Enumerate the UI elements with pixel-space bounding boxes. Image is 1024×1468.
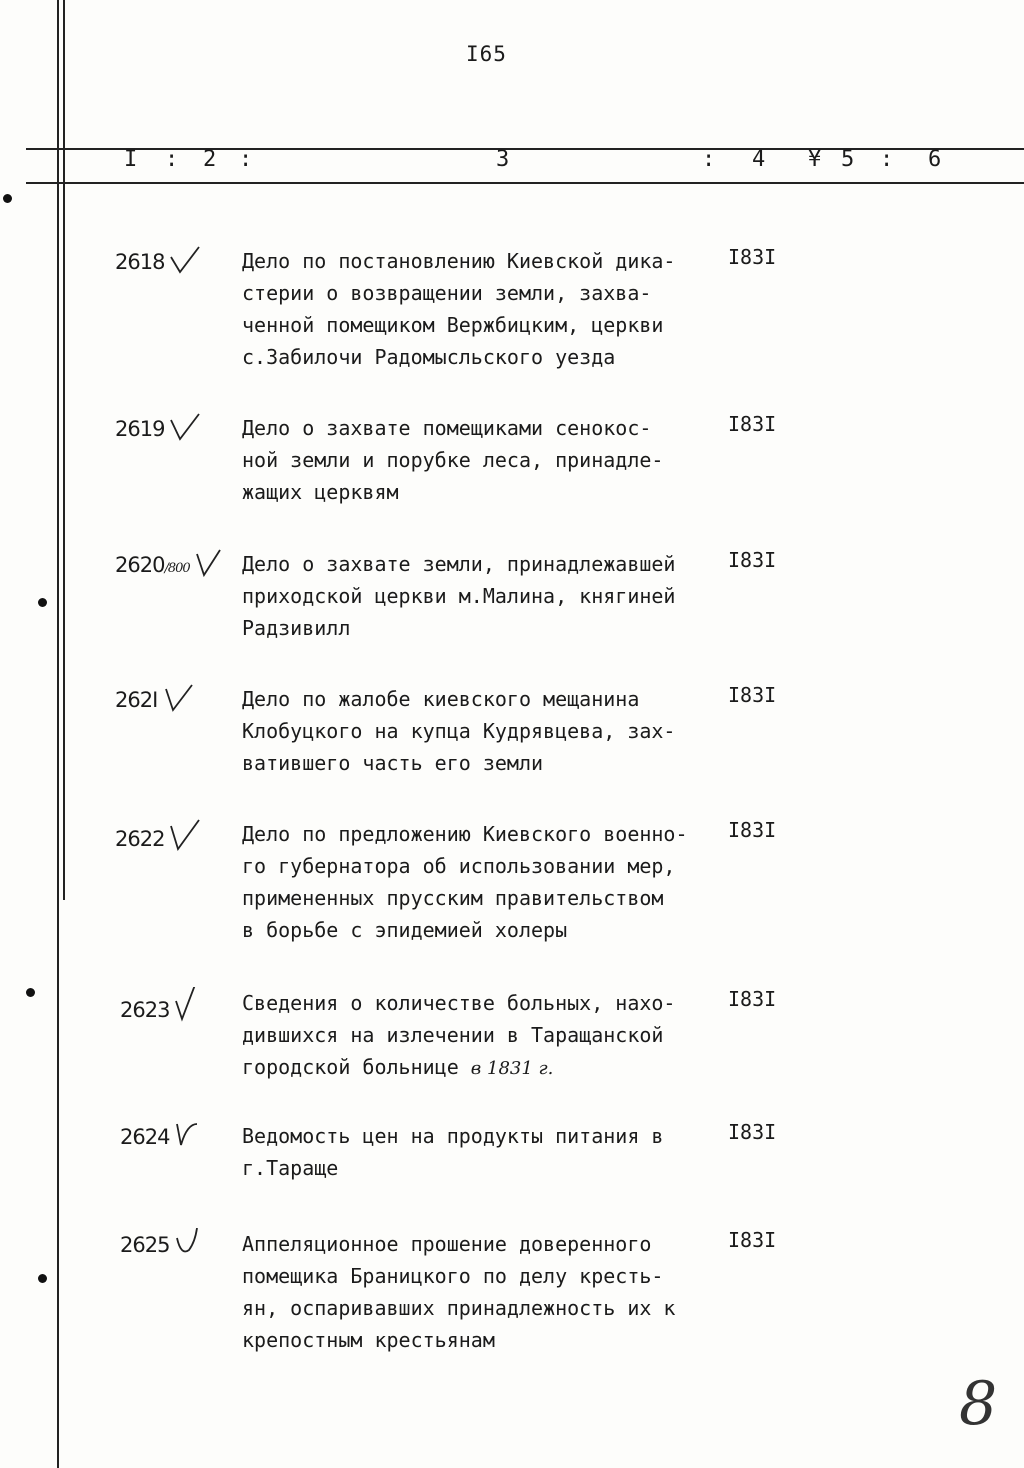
column-label: 2 [203,147,217,172]
column-separator: : [165,147,179,172]
entry-year: I83I [728,412,777,436]
entry-number: 2619 [115,412,202,442]
header-bottom-rule [26,182,1024,184]
entry-description: Ведомость цен на продукты питания в г.Тараще [242,1124,664,1180]
column-label: 4 [752,147,766,172]
entry-year: I83I [728,245,777,269]
punch-hole [3,194,12,203]
column-label: 3 [496,147,510,172]
column-separator: : [880,147,894,172]
entry-year: I83I [728,1228,777,1252]
corner-mark-glyph: 8 [959,1370,998,1432]
entry-year: I83I [728,1120,777,1144]
handwritten-corner-mark [955,1370,999,1436]
entry-number: 2624 [120,1120,201,1150]
entry-description: Аппеляционное прошение доверенного помещика Браницкого по делу кресть- ян, оспаривавших принадлежность их к крепостным крестьянам [242,1232,676,1352]
column-separator: : [702,147,716,172]
entry-number: 2622 [115,818,202,852]
column-label: 5 [841,147,855,172]
handwritten-note: /800 [164,561,190,576]
punch-hole [38,598,47,607]
column-label: I [124,147,138,172]
entry-year: I83I [728,548,777,572]
checkmark-icon [161,683,195,713]
binding-line [63,0,65,900]
entry-description: Сведения о количестве больных, нахо- дившихся на излечении в Таращанской городской больнице в 1831 г. [242,991,676,1079]
checkmark-icon [173,1120,201,1150]
entry-year: I83I [728,818,777,842]
punch-hole [38,1274,47,1283]
handwritten-annotation: в 1831 г. [470,1058,554,1079]
checkmark-icon [173,1228,201,1258]
entry-description: Дело по предложению Киевского военно- го губернатора об использовании мер, примененных прусским правительством в борьбе с эпидемией холеры [242,822,688,942]
entry-year: I83I [728,683,777,707]
corner-mark-figure [955,1370,999,1432]
column-separator: : [239,147,253,172]
checkmark-icon [173,987,203,1023]
entry-number: 2618 [115,245,202,275]
page-number: I65 [466,42,507,66]
entry-description: Дело о захвате помещиками сенокос- ной земли и порубке леса, принадле- жащих церквям [242,416,664,504]
checkmark-icon [168,818,202,852]
entry-description: Дело по постановлению Киевской дика- стерии о возвращении земли, захва- ченной помещиком Вержбицким, церкви с.Забилочи Радомысльского уезда [242,249,676,369]
punch-hole [26,988,35,997]
checkmark-icon [194,548,222,578]
entry-number: 2623 [120,987,203,1023]
checkmark-icon [168,245,202,275]
checkmark-icon [168,412,202,442]
entry-number: 2620/800 [115,548,222,578]
binding-line [57,0,59,1468]
column-label: 6 [928,147,942,172]
entry-description: Дело по жалобе киевского мещанина Клобуцкого на купца Кудрявцева, зах- ватившего часть его земли [242,687,676,775]
entry-description: Дело о захвате земли, принадлежавшей приходской церкви м.Малина, княгиней Радзивилл [242,552,676,640]
entry-number: 2625 [120,1228,201,1258]
entry-number: 262I [115,683,195,713]
entry-year: I83I [728,987,777,1011]
column-separator: ¥ [808,147,822,172]
